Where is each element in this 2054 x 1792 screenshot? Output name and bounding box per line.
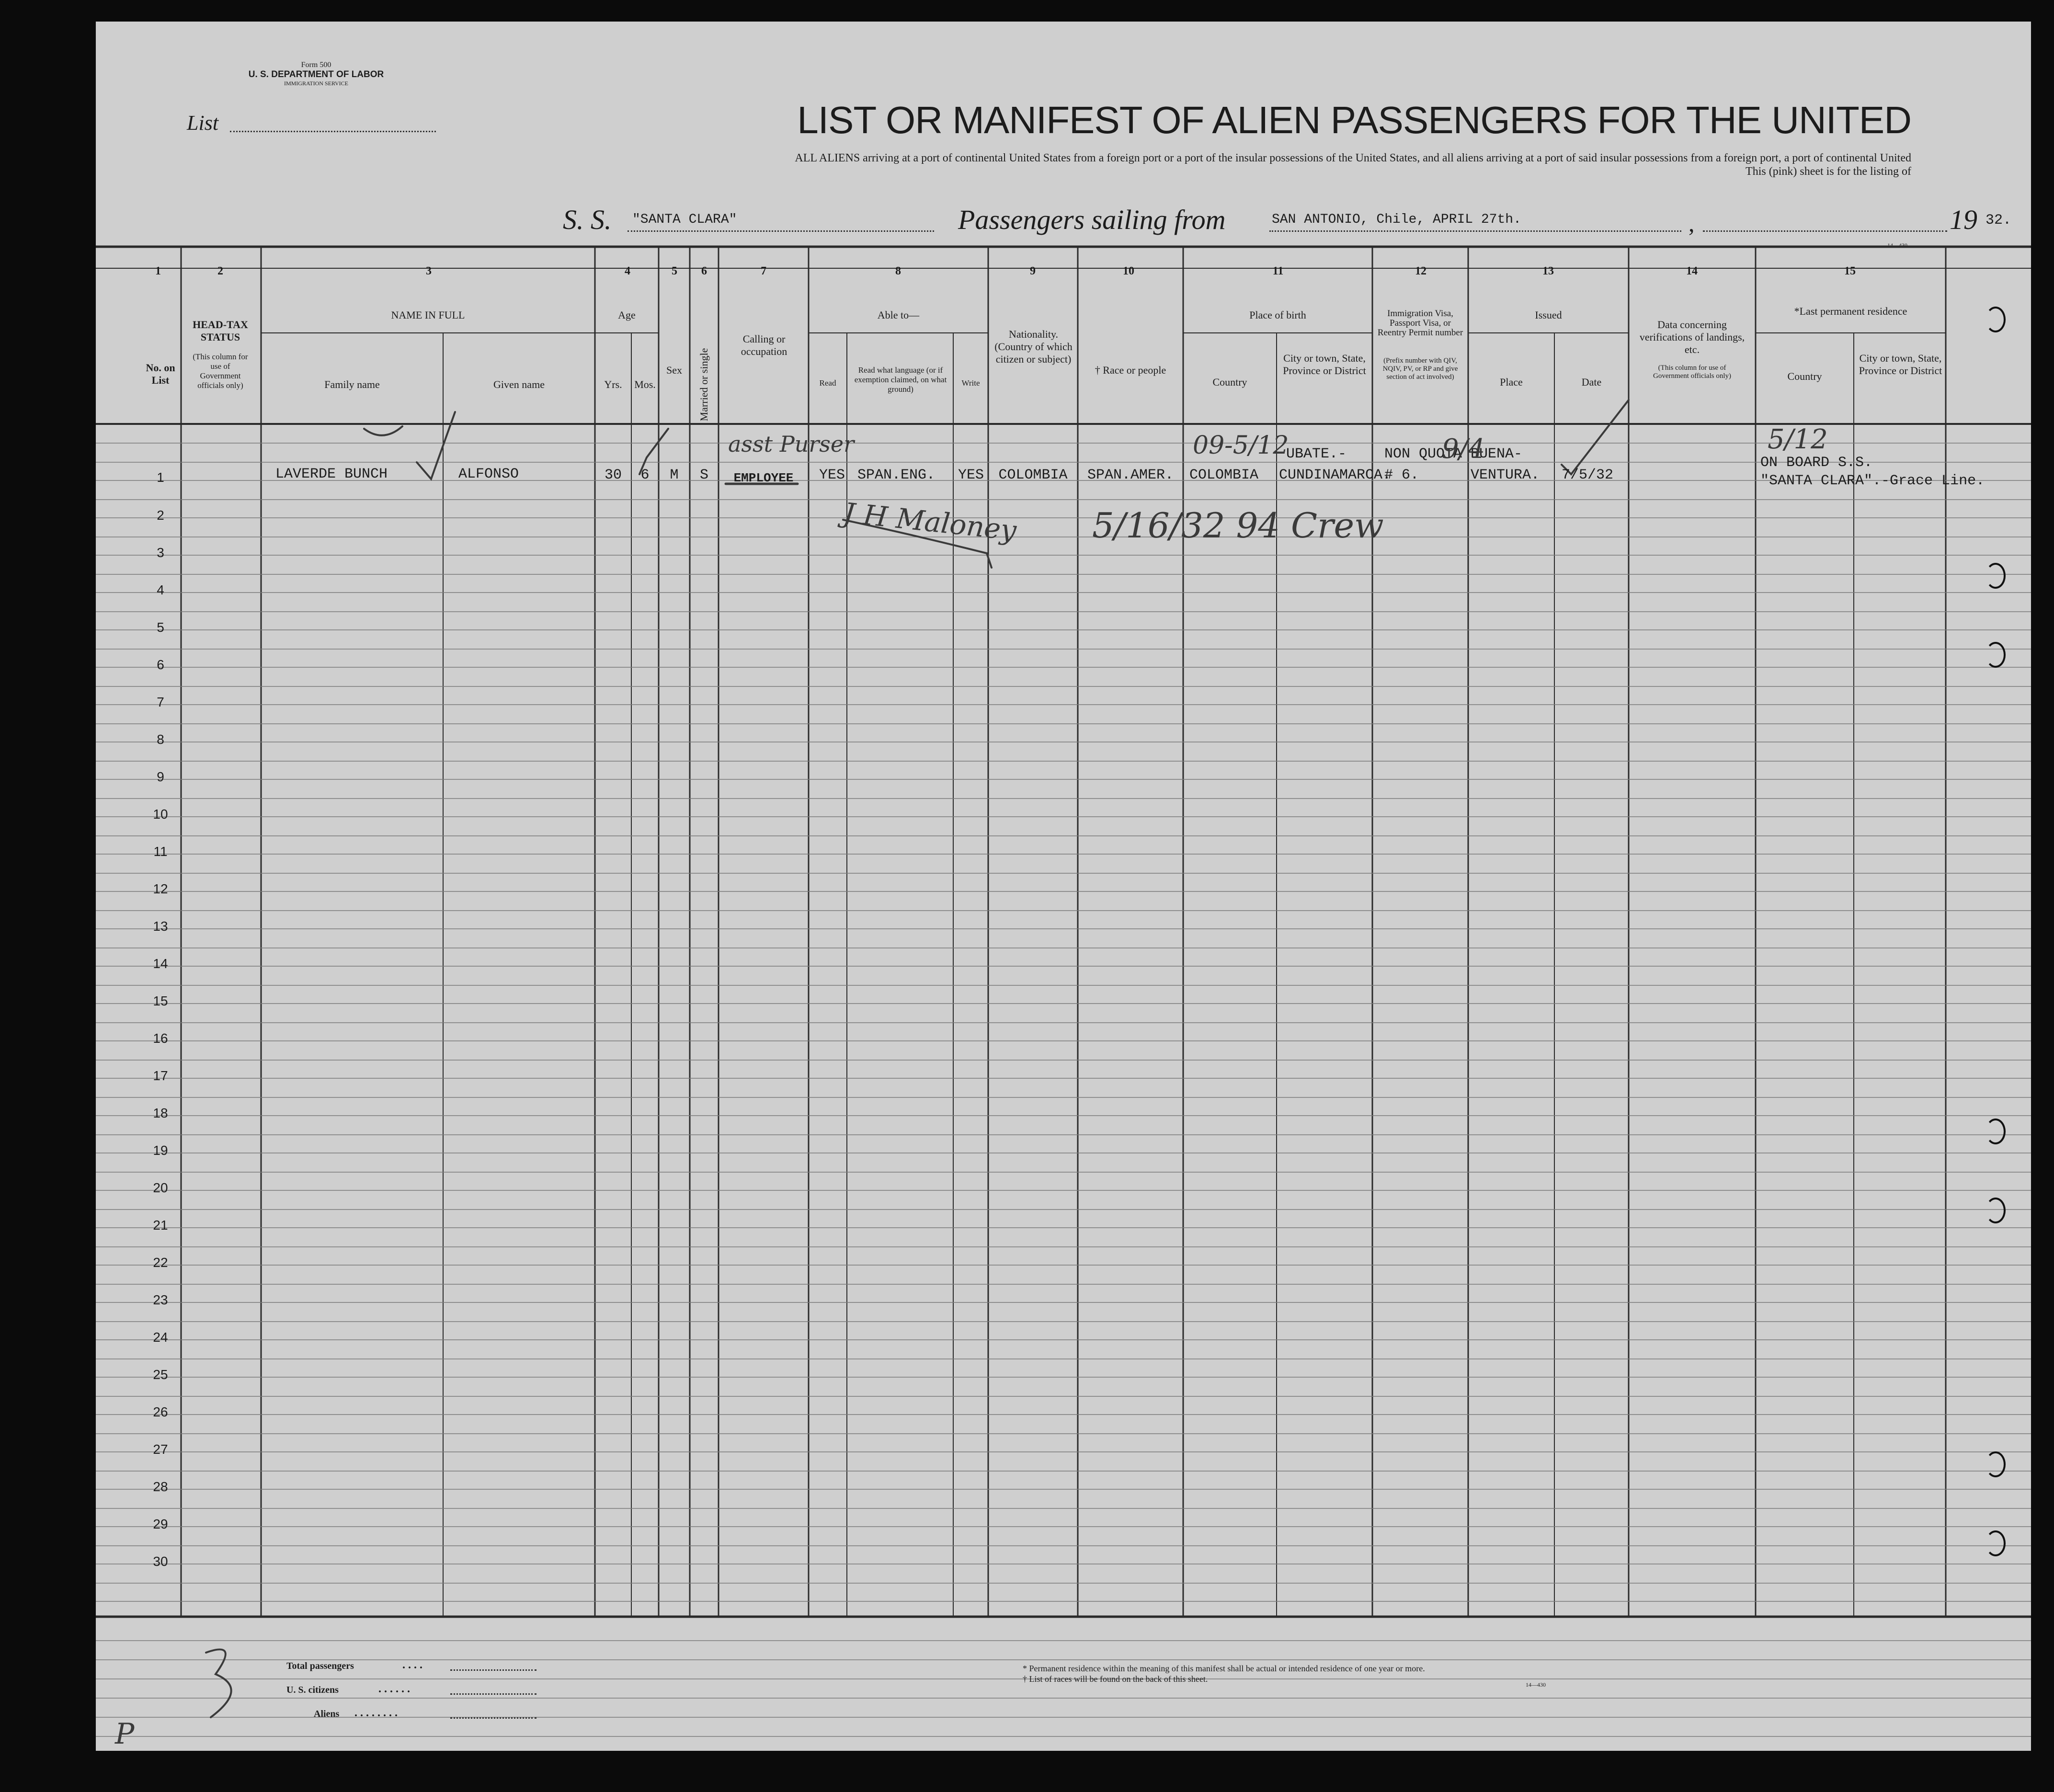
header-mos: Mos. — [634, 378, 656, 390]
col-number-6: 6 — [701, 265, 707, 277]
check-mark-landings — [1562, 400, 1629, 474]
passenger-sex: M — [670, 467, 679, 483]
header-nationality: Nationality. (Country of which citizen or subject) — [994, 328, 1073, 365]
manifest-subtitle-2: This (pink) sheet is for the listing of — [1746, 165, 1911, 178]
col-number-4: 4 — [625, 265, 630, 277]
handwritten-visa-note: 9/4 — [1442, 434, 1485, 465]
row-number: 17 — [153, 1068, 168, 1083]
passenger-nationality: COLOMBIA — [998, 467, 1068, 483]
header-visa: Immigration Visa, Passport Visa, or Reentry Permit number — [1377, 308, 1463, 338]
row-number: 15 — [153, 993, 168, 1008]
footer-dots-3: . . . . . . . . — [354, 1707, 398, 1719]
passenger-read: YES — [819, 467, 845, 483]
header-read-language: Read what language (or if exemption claimed, on what ground) — [854, 365, 947, 394]
col-number-13: 13 — [1542, 265, 1554, 277]
header-head-tax-note: (This column for use of Government officials only) — [193, 352, 248, 390]
handwritten-signature: J H Maloney — [842, 496, 1018, 547]
passenger-write: YES — [958, 467, 984, 483]
footer-dots-2: . . . . . . — [378, 1683, 410, 1695]
manifest-subtitle-1: ALL ALIENS arriving at a port of continental United States from a foreign port or a port of the insular possessions of the United States, and all aliens arriving at a port of said insular possessions from a foreign port, a port of continental United — [795, 152, 1911, 164]
header-issued-date: Date — [1581, 376, 1602, 388]
header-res-country: Country — [1787, 370, 1822, 382]
passenger-age-mos: 6 — [640, 467, 650, 483]
row-number: 26 — [153, 1404, 168, 1419]
manifest-title: LIST OR MANIFEST OF ALIEN PASSENGERS FOR THE UNITED — [797, 99, 1911, 141]
footer-us-citizens: U. S. citizens — [286, 1685, 339, 1695]
row-number: 12 — [153, 881, 168, 896]
col-number-7: 7 — [761, 265, 766, 277]
footer-aliens: Aliens — [314, 1709, 340, 1719]
header-residence: *Last permanent residence — [1794, 305, 1907, 317]
header-landings: Data concerning verifications of landings, etc. — [1639, 319, 1745, 355]
check-mark-given — [417, 412, 455, 479]
handwritten-residence-note: 5/12 — [1768, 424, 1828, 455]
header-head-tax: HEAD-TAX STATUS — [193, 319, 248, 343]
col-number-10: 10 — [1123, 265, 1134, 277]
punch-hole — [1986, 642, 2006, 668]
footer-note-2: † List of races will be found on the back of this sheet. — [1023, 1674, 1208, 1684]
service-label: IMMIGRATION SERVICE — [284, 80, 349, 87]
header-landings-note: (This column for use of Government officials only) — [1653, 364, 1731, 380]
passenger-race: SPAN.AMER. — [1087, 467, 1174, 483]
row-number: 3 — [157, 545, 164, 560]
header-birth-country: Country — [1212, 376, 1247, 388]
header-write: Write — [961, 378, 980, 388]
punch-hole — [1986, 1451, 2006, 1477]
punch-hole — [1986, 563, 2006, 589]
punch-hole — [1986, 307, 2006, 332]
col-number-15: 15 — [1844, 265, 1856, 277]
row-number: 7 — [157, 695, 164, 709]
passenger-given-name: ALFONSO — [458, 466, 519, 482]
punch-hole — [1986, 1198, 2006, 1223]
footer-code: 14—430 — [1526, 1681, 1546, 1688]
col-number-12: 12 — [1415, 265, 1426, 277]
ship-name: "SANTA CLARA" — [632, 212, 737, 227]
passenger-issued-place-2: VENTURA. — [1471, 467, 1540, 483]
passenger-issued-date: 7/5/32 — [1562, 467, 1614, 483]
col-number-9: 9 — [1030, 265, 1036, 277]
row-number: 2 — [157, 508, 164, 523]
punch-hole — [1986, 1119, 2006, 1144]
row-number: 25 — [153, 1367, 168, 1382]
handwritten-occupation: asst Purser — [728, 431, 855, 457]
row-number: 30 — [153, 1554, 168, 1569]
header-birth-city: City or town, State, Province or District — [1283, 352, 1366, 377]
header-race: † Race or people — [1095, 364, 1166, 376]
row-number: 8 — [157, 732, 164, 747]
row-number: 19 — [153, 1143, 168, 1158]
row-number: 22 — [153, 1255, 168, 1270]
sailing-label: Passengers sailing from — [958, 204, 1226, 235]
manifest-grid — [96, 22, 2031, 1751]
header-sex: Sex — [666, 364, 682, 376]
passenger-visa-2: # 6. — [1384, 467, 1419, 483]
passenger-married: S — [699, 467, 708, 483]
col-number-11: 11 — [1272, 265, 1284, 277]
row-number: 18 — [153, 1106, 168, 1120]
footer-line-2 — [450, 1693, 536, 1695]
footer-line-3 — [450, 1717, 536, 1719]
row-number: 13 — [153, 919, 168, 934]
header-yrs: Yrs. — [604, 378, 622, 390]
passenger-birth-city-2: CUNDINAMARCA. — [1279, 467, 1392, 483]
punch-hole — [1986, 1530, 2006, 1556]
check-mark-family — [364, 426, 402, 435]
row-number: 1 — [157, 470, 164, 485]
passenger-birth-city-1: UBATE.- — [1286, 446, 1347, 462]
handwritten-birth-note: 09-5/12 — [1193, 431, 1289, 460]
header-no-on-list: No. on List — [146, 362, 175, 386]
passenger-residence-2: "SANTA CLARA".-Grace Line. — [1760, 473, 1985, 489]
passenger-language: SPAN.ENG. — [857, 467, 936, 483]
col-number-8: 8 — [895, 265, 901, 277]
header-res-city: City or town, State, Province or District — [1859, 352, 1942, 377]
row-number: 5 — [157, 620, 164, 635]
passenger-occupation: EMPLOYEE — [733, 471, 794, 485]
passenger-age-yrs: 30 — [604, 467, 622, 483]
row-number: 11 — [153, 844, 168, 859]
footer-line-1 — [450, 1669, 536, 1671]
header-able-to: Able to— — [877, 309, 920, 321]
col-number-1: 1 — [155, 265, 161, 277]
handwritten-date-note: 5/16/32 94 Crew — [1092, 505, 1384, 546]
passenger-residence-1: ON BOARD S.S. — [1760, 455, 1873, 471]
row-number: 21 — [153, 1218, 168, 1233]
header-read: Read — [819, 378, 836, 388]
header-issued: Issued — [1535, 309, 1562, 321]
header-issued-place: Place — [1500, 376, 1523, 388]
row-number: 28 — [153, 1479, 168, 1494]
passenger-issued-place-1: BUENA- — [1471, 446, 1523, 462]
header-family-name: Family name — [324, 378, 380, 390]
header-place-of-birth: Place of birth — [1249, 309, 1306, 321]
footer-note-1: * Permanent residence within the meaning of this manifest shall be actual or intended residence of one year or more. — [1023, 1664, 1425, 1673]
handwritten-margin-letter: P — [115, 1717, 135, 1751]
row-number: 4 — [157, 582, 164, 597]
row-number: 16 — [153, 1031, 168, 1046]
col-number-14: 14 — [1686, 265, 1698, 277]
footer-dots-1: . . . . — [402, 1659, 422, 1671]
sailing-comma: , — [1689, 210, 1695, 237]
year-prefix: 19 — [1950, 204, 1977, 235]
col-number-5: 5 — [672, 265, 677, 277]
row-number: 6 — [157, 657, 164, 672]
row-number: 10 — [153, 807, 168, 822]
passenger-visa-1: NON QUOTA — [1384, 446, 1462, 462]
manifest-sheet — [96, 22, 2031, 1751]
department-label: U. S. DEPARTMENT OF LABOR — [248, 69, 384, 80]
row-number: 9 — [157, 769, 164, 784]
row-number: 24 — [153, 1330, 168, 1345]
year-suffix: 32. — [1986, 212, 2012, 228]
passenger-birth-country: COLOMBIA — [1189, 467, 1259, 483]
header-given-name: Given name — [493, 378, 545, 390]
row-number: 20 — [153, 1180, 168, 1195]
header-calling: Calling or occupation — [741, 333, 787, 357]
row-number: 14 — [153, 956, 168, 971]
header-married: Married or single — [698, 348, 710, 422]
ss-label: S. S. — [563, 204, 612, 235]
col-number-3: 3 — [426, 265, 432, 277]
corner-code: 14—430 — [1887, 242, 1907, 249]
header-visa-note: (Prefix number with QIV, NQIV, PV, or RP and give section of act involved) — [1382, 357, 1458, 381]
row-number: 23 — [153, 1292, 168, 1307]
sailing-from: SAN ANTONIO, Chile, APRIL 27th. — [1272, 212, 1521, 227]
col-number-2: 2 — [217, 265, 223, 277]
footer-total-passengers: Total passengers — [286, 1661, 354, 1671]
form-number: Form 500 — [301, 61, 331, 69]
row-number: 29 — [153, 1517, 168, 1531]
header-name-in-full: NAME IN FULL — [391, 309, 465, 321]
passenger-family-name: LAVERDE BUNCH — [275, 466, 388, 482]
list-label: List — [187, 111, 219, 135]
header-age: Age — [618, 309, 636, 321]
row-number: 27 — [153, 1442, 168, 1457]
